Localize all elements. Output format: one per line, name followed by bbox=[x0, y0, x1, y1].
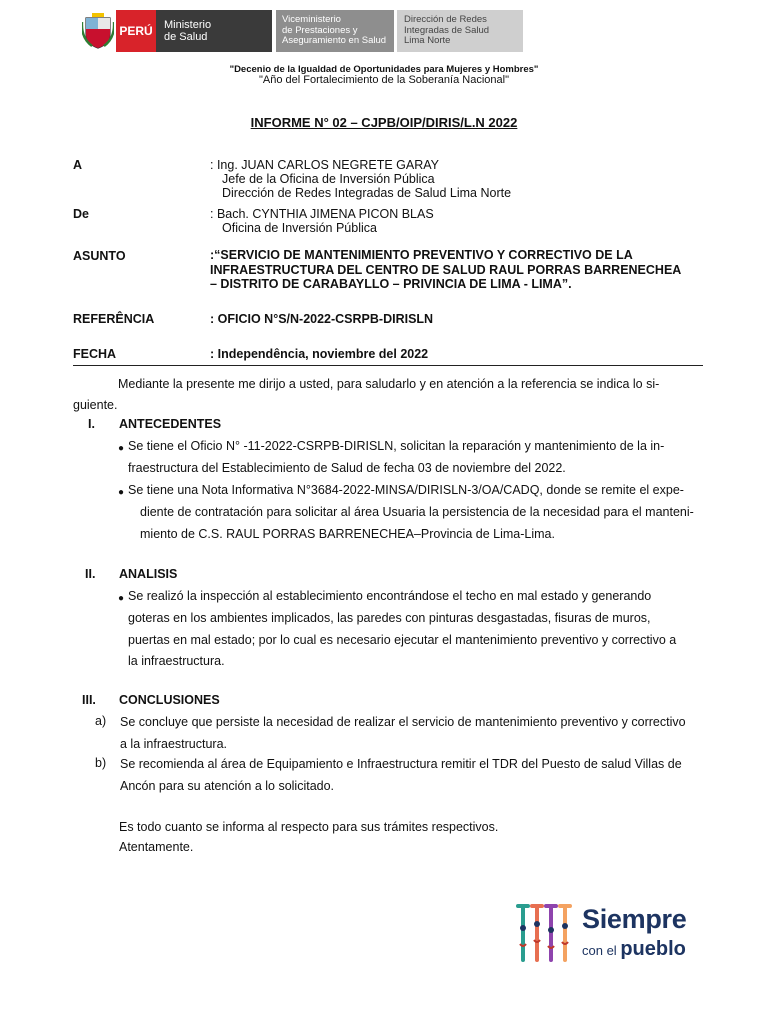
field-de-label: De bbox=[73, 207, 89, 221]
decade-motto: "Decenio de la Igualdad de Oportunidades para Mujeres y Hombres" bbox=[229, 64, 539, 75]
s1-bullet-2-line-2: diente de contratación para solicitar al área Usuaria la persistencia de la necesidad para el manteni- bbox=[140, 505, 694, 519]
viceministerio-block bbox=[276, 10, 394, 52]
people-figures-icon bbox=[512, 900, 580, 968]
conclusion-b-marker: b) bbox=[95, 756, 107, 770]
diris-block bbox=[397, 10, 523, 52]
field-fecha-label: FECHA bbox=[73, 347, 117, 361]
bullet-icon: ● bbox=[118, 487, 125, 498]
field-referencia-label: REFERÊNCIA bbox=[73, 312, 155, 326]
field-a-line-1: : Ing. JUAN CARLOS NEGRETE GARAY bbox=[210, 158, 439, 172]
field-de-line-2: Oficina de Inversión Pública bbox=[222, 221, 377, 235]
vice-line-2: de Prestaciones y bbox=[282, 24, 358, 36]
field-asunto-line-2: INFRAESTRUCTURA DEL CENTRO DE SALUD RAUL PORRAS BARRENECHEA bbox=[210, 263, 682, 277]
section-2-number: II. bbox=[85, 567, 96, 581]
conclusion-a-line-2: a la infraestructura. bbox=[120, 737, 227, 751]
section-3-number: III. bbox=[82, 693, 96, 707]
bullet-icon: ● bbox=[118, 593, 125, 604]
diris-line-3: Lima Norte bbox=[404, 35, 451, 47]
field-asunto-label: ASUNTO bbox=[73, 249, 126, 263]
field-a-label: A bbox=[73, 158, 83, 172]
s1-bullet-2-line-3: miento de C.S. RAUL PORRAS BARRENECHEA–Provincia de Lima-Lima. bbox=[140, 527, 555, 541]
ministerio-block bbox=[156, 10, 272, 52]
report-title bbox=[0, 115, 768, 130]
year-motto: "Año del Fortalecimiento de la Soberanía Nacional" bbox=[259, 74, 509, 86]
diris-line-2: Integradas de Salud bbox=[404, 24, 490, 36]
s1-bullet-1-line-2: fraestructura del Establecimiento de Salud de fecha 03 de noviembre del 2022. bbox=[128, 461, 566, 475]
s2-bullet-1-line-3: puertas en mal estado; por lo cual es necesario ejecutar el mantenimiento preventivo y correctivo a bbox=[128, 633, 677, 647]
s1-bullet-1-line-1: Se tiene el Oficio N° -11-2022-CSRPB-DIRISLN, solicitan la reparación y mantenimiento de la in- bbox=[128, 439, 665, 453]
logo-sub-small: con el bbox=[582, 943, 617, 958]
s2-bullet-1-line-2: goteras en los ambientes implicados, las paredes con pinturas desgastadas, fisuras de muros, bbox=[128, 611, 651, 625]
diris-line-1: Dirección de Redes bbox=[404, 14, 487, 26]
siempre-con-el-pueblo-logo bbox=[512, 900, 712, 970]
section-1-number: I. bbox=[88, 417, 95, 431]
closing-line-2: Atentamente. bbox=[119, 840, 194, 854]
section-2-title: ANALISIS bbox=[119, 567, 178, 581]
closing-line-1: Es todo cuanto se informa al respecto para sus trámites respectivos. bbox=[119, 820, 499, 834]
logo-sub-big: pueblo bbox=[620, 938, 686, 960]
vice-line-3: Aseguramiento en Salud bbox=[282, 35, 387, 47]
field-fecha-value: : Independência, noviembre del 2022 bbox=[210, 347, 429, 361]
field-asunto-line-1: :“SERVICIO DE MANTENIMIENTO PREVENTIVO Y CORRECTIVO DE LA bbox=[210, 248, 633, 262]
section-1-title: ANTECEDENTES bbox=[119, 417, 222, 431]
field-a-line-2: Jefe de la Oficina de Inversión Pública bbox=[222, 172, 435, 186]
field-a-line-3: Dirección de Redes Integradas de Salud Lima Norte bbox=[222, 186, 512, 200]
section-3-title: CONCLUSIONES bbox=[119, 693, 220, 707]
field-de-line-1: : Bach. CYNTHIA JIMENA PICON BLAS bbox=[210, 207, 434, 221]
ministerio-line-2: de Salud bbox=[164, 31, 208, 43]
conclusion-a-marker: a) bbox=[95, 714, 107, 728]
intro-line-2: guiente. bbox=[73, 398, 118, 412]
logo-sub-text bbox=[582, 938, 686, 961]
logo-main-text: Siempre bbox=[582, 904, 687, 934]
ministerio-line-1: Ministerio bbox=[164, 19, 212, 31]
intro-line-1: Mediante la presente me dirijo a usted, para saludarlo y en atención a la referencia se indica lo si- bbox=[118, 377, 660, 391]
conclusion-a-line-1: Se concluye que persiste la necesidad de realizar el servicio de mantenimiento preventivo y correctivo bbox=[120, 715, 686, 729]
header-divider bbox=[73, 365, 703, 366]
bullet-icon: ● bbox=[118, 443, 125, 454]
s1-bullet-2-line-1: Se tiene una Nota Informativa N°3684-2022-MINSA/DIRISLN-3/OA/CADQ, donde se remite el expe- bbox=[128, 483, 684, 497]
s2-bullet-1-line-1: Se realizó la inspección al establecimiento encontrándose el techo en mal estado y generando bbox=[128, 589, 652, 603]
field-referencia-value: : OFICIO N°S/N-2022-CSRPB-DIRISLN bbox=[210, 312, 434, 326]
peru-label: PERÚ bbox=[116, 10, 156, 52]
peru-crest-icon bbox=[80, 10, 116, 52]
conclusion-b-line-2: Ancón para su atención a lo solicitado. bbox=[120, 779, 335, 793]
field-asunto-line-3: – DISTRITO DE CARABAYLLO – PRIVINCIA DE LIMA - LIMA”. bbox=[210, 277, 572, 291]
s2-bullet-1-line-4: la infraestructura. bbox=[128, 654, 225, 668]
vice-line-1: Viceministerio bbox=[282, 14, 341, 26]
conclusion-b-line-1: Se recomienda al área de Equipamiento e Infraestructura remitir el TDR del Puesto de salud Villas de bbox=[120, 757, 682, 771]
report-title-text: INFORME N° 02 – CJPB/OIP/DIRIS/L.N 2022 bbox=[250, 115, 518, 130]
header-banner bbox=[80, 10, 538, 52]
